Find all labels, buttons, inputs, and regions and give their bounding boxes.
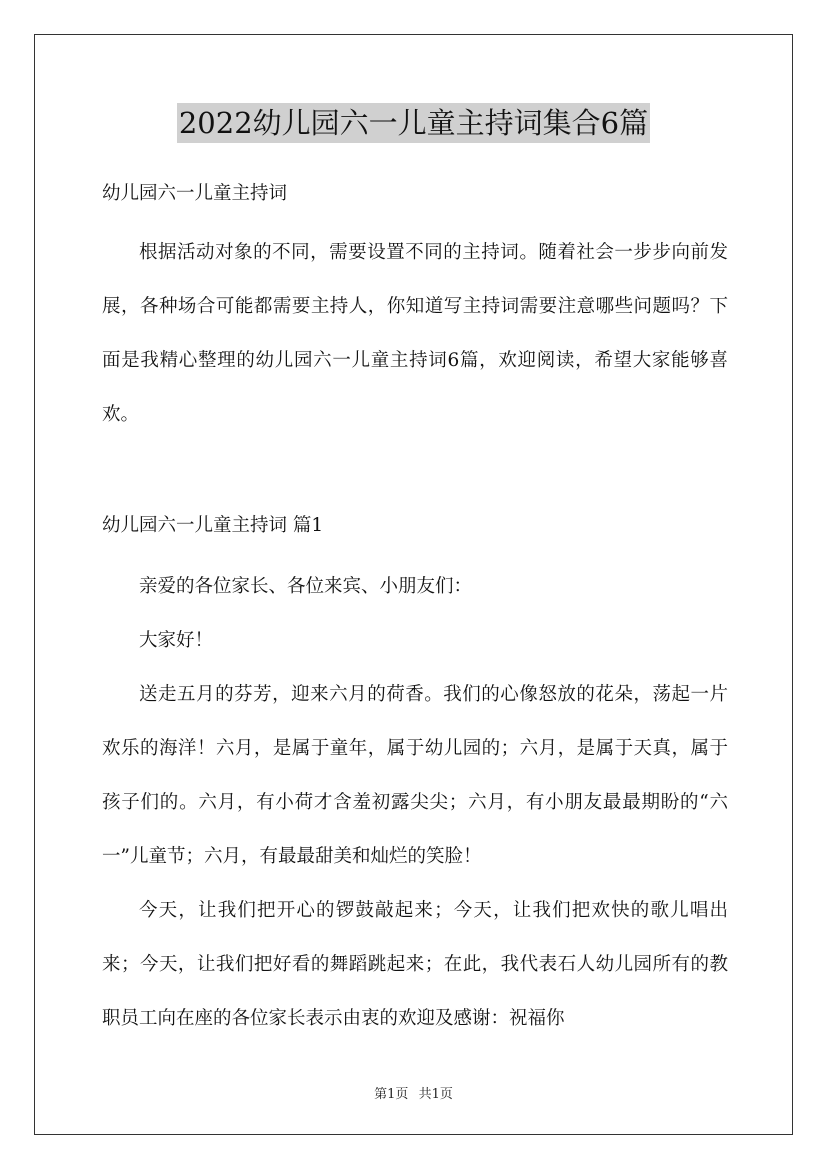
body-paragraph: 大家好！ — [139, 630, 214, 651]
page-footer — [0, 1083, 827, 1102]
section-heading: 幼儿园六一儿童主持词 篇1 — [102, 515, 324, 536]
title-container — [0, 103, 827, 143]
body-paragraph: 送走五月的芬芳，迎来六月的荷香。我们的心像怒放的花朵，荡起一片欢乐的海洋！六月，是属于童年，属于幼儿园的；六月，是属于天真，属于孩子们的。六月，有小荷才含羞初露尖尖；六月，有小朋友最最期盼的“六一”儿童节；六月，有最最甜美和灿烂的笑脸！ — [102, 684, 728, 867]
page-number: 第1页 — [374, 1087, 409, 1102]
intro-paragraph: 根据活动对象的不同，需要设置不同的主持词。随着社会一步步向前发展，各种场合可能都需要主持人，你知道写主持词需要注意哪些问题吗？下面是我精心整理的幼儿园六一儿童主持词6篇，欢迎阅读，希望大家能够喜欢。 — [102, 242, 728, 425]
body-paragraph: 亲爱的各位家长、各位来宾、小朋友们： — [139, 576, 473, 597]
intro-heading: 幼儿园六一儿童主持词 — [102, 183, 288, 204]
document-body — [102, 174, 728, 1046]
document-title: 2022幼儿园六一儿童主持词集合6篇 — [177, 103, 650, 143]
body-paragraph: 今天，让我们把开心的锣鼓敲起来；今天，让我们把欢快的歌儿唱出来；今天，让我们把好看的舞蹈跳起来；在此，我代表石人幼儿园所有的教职员工向在座的各位家长表示由衷的欢迎及感谢：祝福你 — [102, 900, 728, 1029]
page-total: 共1页 — [418, 1087, 453, 1102]
